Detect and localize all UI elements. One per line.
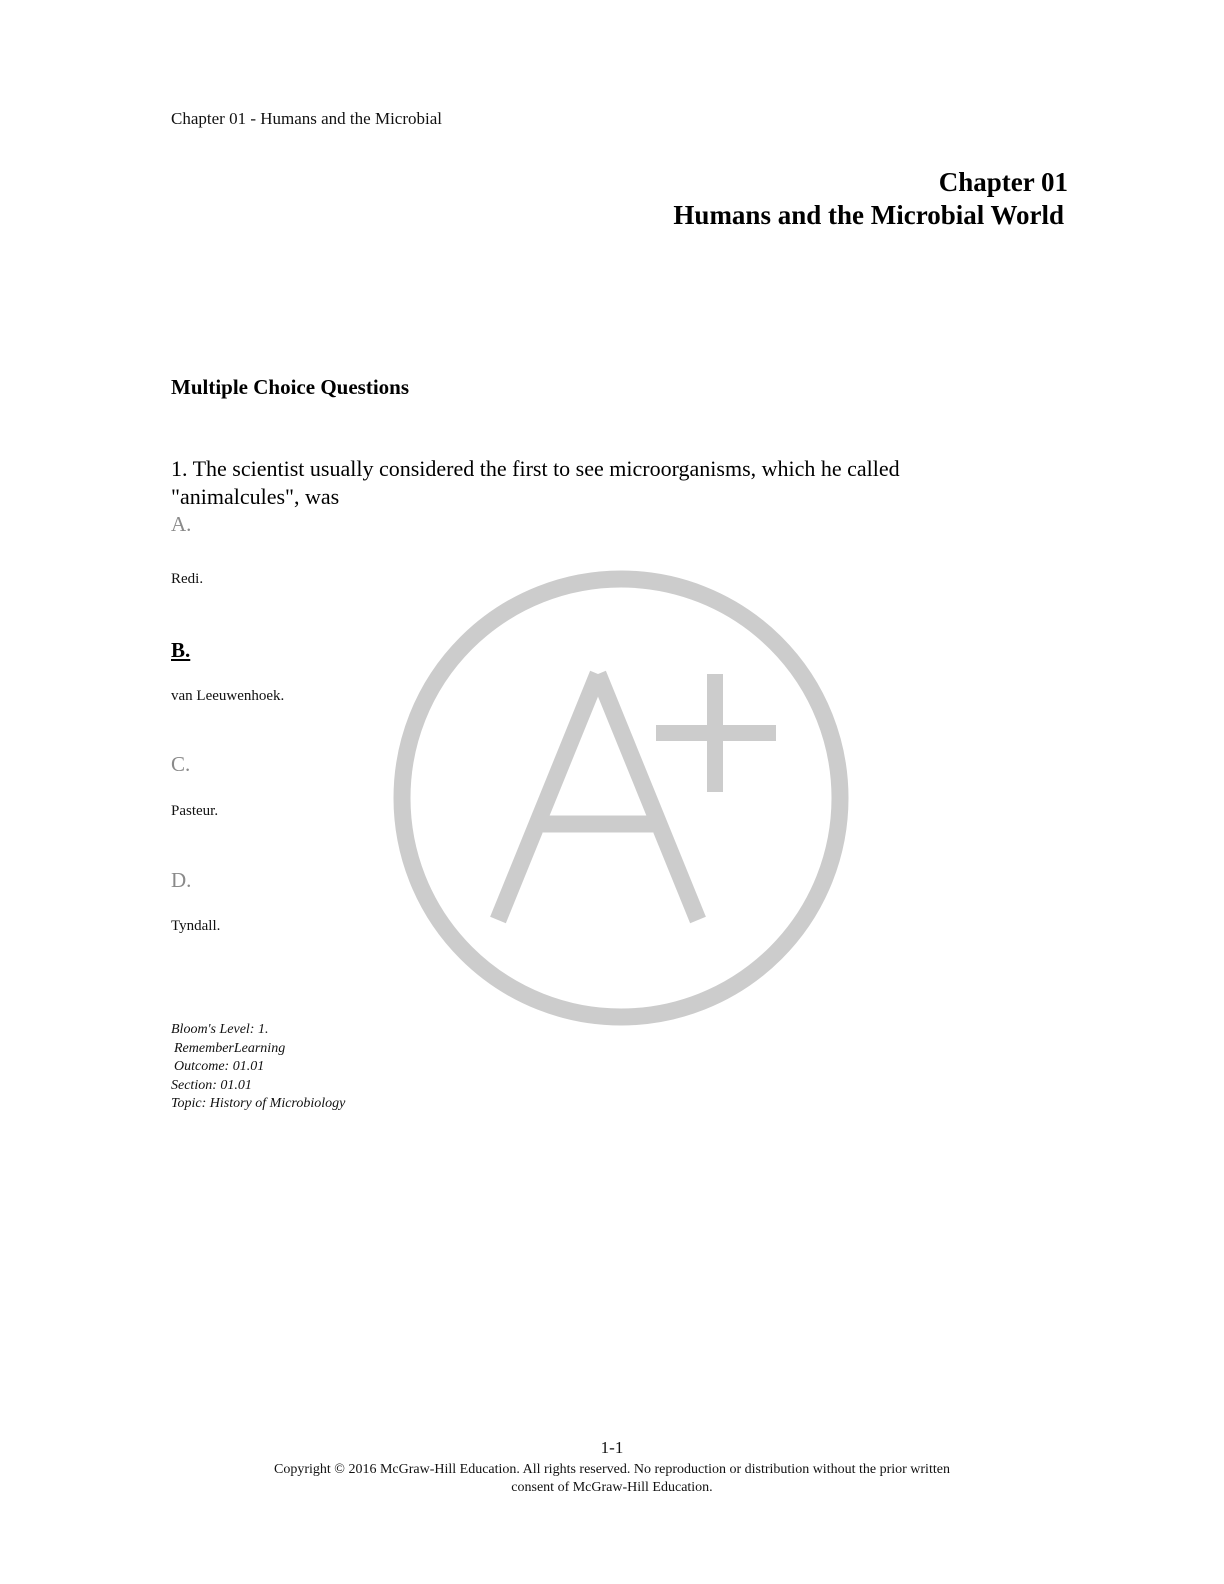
blooms-level: Bloom's Level: 1.: [171, 1022, 269, 1037]
remember-learning: RememberLearning: [174, 1040, 286, 1056]
topic: Topic: History of Microbiology: [171, 1096, 346, 1111]
copyright-notice: [200, 1461, 1024, 1497]
copyright-line-2: consent of McGraw-Hill Education.: [511, 1480, 713, 1495]
chapter-title: [673, 166, 1068, 232]
a-plus-watermark-icon: [393, 570, 849, 1026]
option-a-text: Redi.: [171, 571, 204, 587]
option-a-letter: A.: [171, 512, 192, 536]
option-d-letter: D.: [171, 868, 192, 892]
page-number: 1-1: [600, 1438, 624, 1457]
option-c-letter: C.: [171, 752, 191, 776]
chapter-number: Chapter 01: [938, 167, 1068, 197]
running-header: Chapter 01 - Humans and the Microbial: [171, 109, 442, 128]
question-text: 1. The scientist usually considered the first to see microorganisms, which he called "animalcules", was: [171, 456, 900, 509]
option-b-letter: B.: [171, 638, 191, 662]
section-ref: Section: 01.01: [171, 1077, 252, 1093]
question-metadata: [171, 1021, 345, 1114]
option-d-text: Tyndall.: [171, 918, 221, 934]
option-b-text: van Leeuwenhoek.: [171, 688, 285, 704]
option-c-text: Pasteur.: [171, 803, 219, 819]
chapter-name: Humans and the Microbial World: [673, 200, 1064, 230]
copyright-line-1: Copyright © 2016 McGraw-Hill Education. All rights reserved. No reproduction or distribution without the prior written: [274, 1462, 950, 1477]
learning-outcome: Outcome: 01.01: [174, 1059, 265, 1074]
section-heading: Multiple Choice Questions: [171, 375, 410, 399]
